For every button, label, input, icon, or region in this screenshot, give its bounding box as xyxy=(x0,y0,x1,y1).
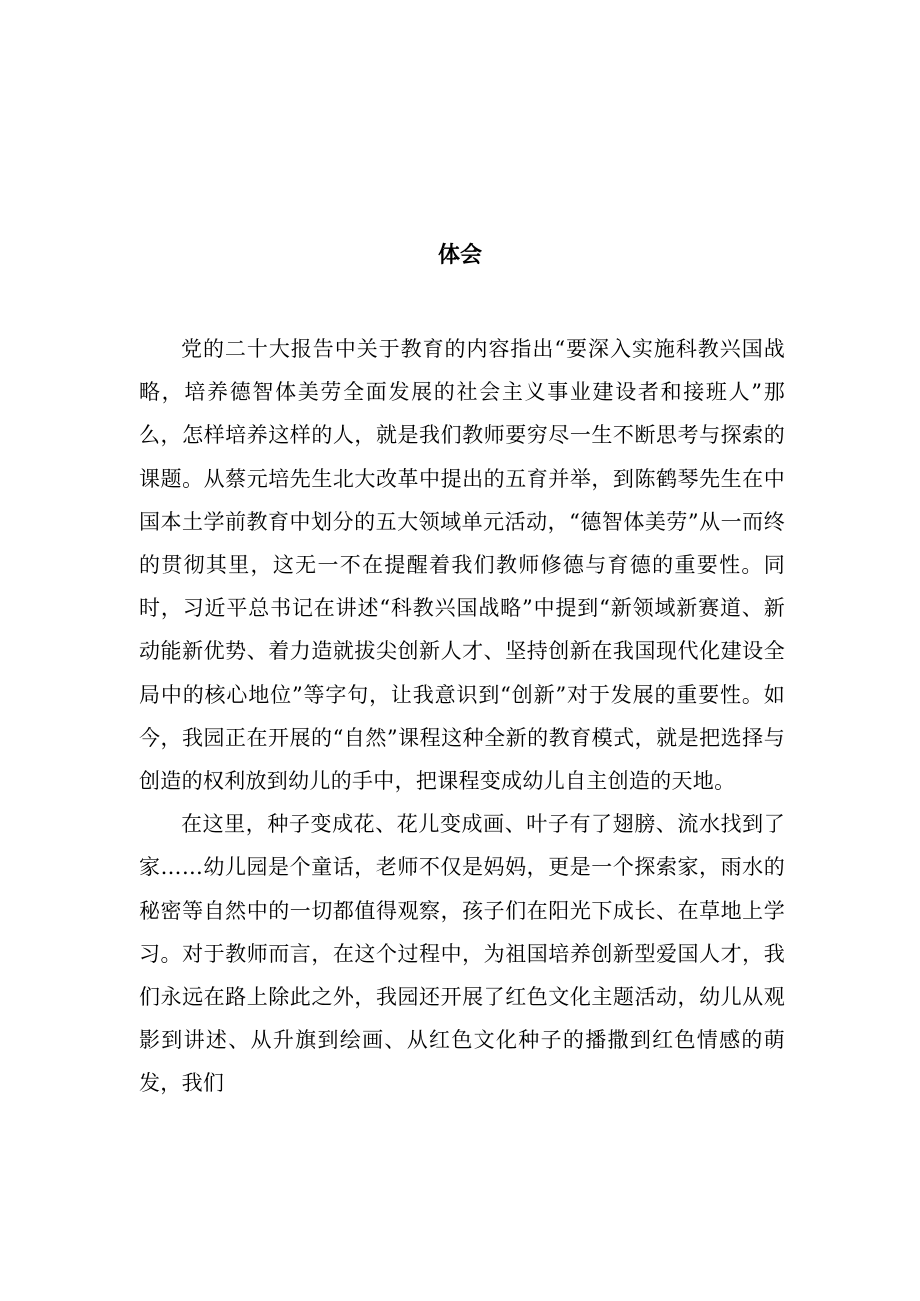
document-body xyxy=(139,328,785,1106)
paragraph-1: 党的二十大报告中关于教育的内容指出“要深入实施科教兴国战略，培养德智体美劳全面发展的社会主义事业建设者和接班人”那么，怎样培养这样的人，就是我们教师要穷尽一生不断思考与探索的课题。从蔡元培先生北大改革中提出的五育并举，到陈鹤琴先生在中国本土学前教育中划分的五大领域单元活动，“德智体美劳”从一而终的贯彻其里，这无一不在提醒着我们教师修德与育德的重要性。同时，习近平总书记在讲述“科教兴国战略”中提到“新领域新赛道、新动能新优势、着力造就拔尖创新人才、坚持创新在我国现代化建设全局中的核心地位”等字句，让我意识到“创新”对于发展的重要性。如今，我园正在开展的“自然”课程这种全新的教育模式，就是把选择与创造的权利放到幼儿的手中，把课程变成幼儿自主创造的天地。 xyxy=(139,337,785,794)
paragraph-2: 在这里，种子变成花、花儿变成画、叶子有了翅膀、流水找到了家……幼儿园是个童话，老师不仅是妈妈，更是一个探索家，雨水的秘密等自然中的一切都值得观察，孩子们在阳光下成长、在草地上学习。对于教师而言，在这个过程中，为祖国培养创新型爱国人才，我们永远在路上除此之外，我园还开展了红色文化主题活动，幼儿从观影到讲述、从升旗到绘画、从红色文化种子的播撒到红色情感的萌发，我们 xyxy=(139,812,785,1096)
document-title: 体会 xyxy=(437,243,482,268)
